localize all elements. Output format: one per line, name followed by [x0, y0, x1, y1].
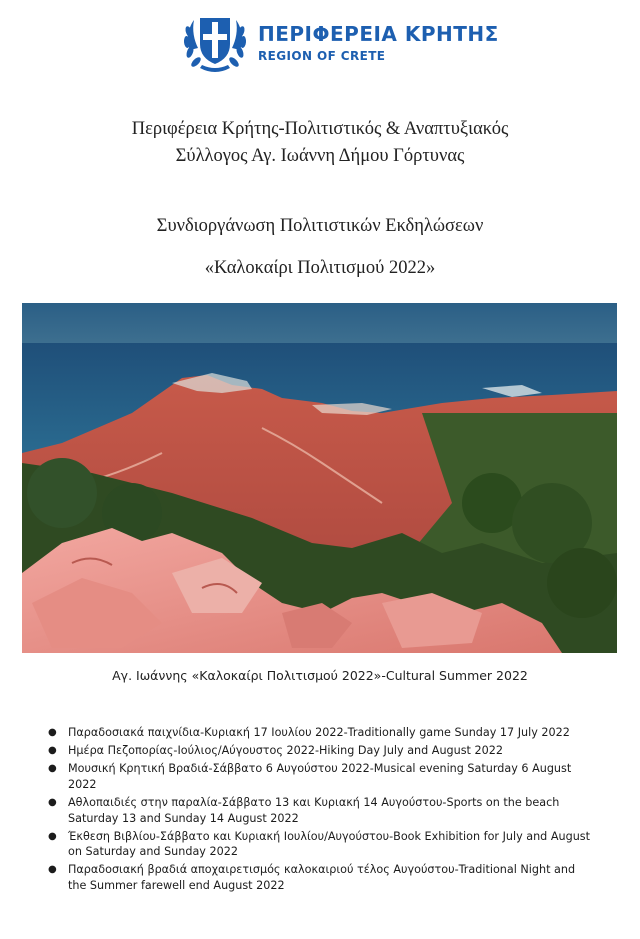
- list-item: [48, 761, 593, 793]
- region-of-crete-logo: [180, 10, 499, 76]
- list-item: [48, 743, 593, 759]
- list-item: [48, 795, 593, 827]
- greek-coat-of-arms-icon: [180, 10, 250, 76]
- bullet-icon: ●: [48, 744, 57, 756]
- organizers-line-1: Περιφέρεια Κρήτης-Πολιτιστικός & Αναπτυξιακός: [131, 119, 509, 139]
- bullet-icon: ●: [48, 762, 57, 774]
- program-list: [48, 725, 593, 896]
- bullet-icon: ●: [48, 830, 57, 842]
- list-item: [48, 829, 593, 861]
- list-item-text: Παραδοσιακή βραδιά αποχαιρετισμός καλοκαιριού τέλος Αυγούστου-Traditional Night and the Summer farewell end August 2022: [68, 863, 576, 893]
- logo-title-english: REGION OF CRETE: [258, 48, 386, 63]
- logo-text: [258, 23, 499, 64]
- list-item-text: Έκθεση Βιβλίου-Σάββατο και Κυριακή Ιουλίου/Αυγούστου-Book Exhibition for July and August on Saturday and Sunday 2022: [68, 829, 590, 859]
- list-item-text: Ημέρα Πεζοπορίας-Ιούλιος/Αύγουστος 2022-Hiking Day July and August 2022: [68, 743, 503, 757]
- list-item-text: Μουσική Κρητική Βραδιά-Σάββατο 6 Αυγούστου 2022-Musical evening Saturday 6 August 2022: [68, 761, 572, 791]
- list-item: [48, 725, 593, 741]
- photo-caption: Αγ. Ιωάννης «Καλοκαίρι Πολιτισμού 2022»-Cultural Summer 2022: [112, 668, 528, 683]
- list-item: [48, 862, 593, 894]
- logo-title-greek: ΠΕΡΙΦΕΡΕΙΑ ΚΡΗΤΗΣ: [258, 21, 499, 46]
- list-item-text: Αθλοπαιδιές στην παραλία-Σάββατο 13 και Κυριακή 14 Αυγούστου-Sports on the beach Saturday 13 and Sunday 14 August 2022: [68, 795, 560, 825]
- list-item-text: Παραδοσιακά παιχνίδια-Κυριακή 17 Ιουλίου 2022-Traditionally game Sunday 17 July 2022: [68, 726, 570, 739]
- bullet-icon: ●: [48, 727, 57, 738]
- bullet-icon: ●: [48, 796, 57, 808]
- event-title: «Καλοκαίρι Πολιτισμού 2022»: [204, 258, 436, 278]
- event-heading: Συνδιοργάνωση Πολιτιστικών Εκδηλώσεων: [156, 216, 484, 236]
- coastal-landscape-photo: [22, 303, 617, 653]
- bullet-icon: ●: [48, 864, 57, 876]
- organizers-line-2: Σύλλογος Αγ. Ιωάννη Δήμου Γόρτυνας: [175, 146, 465, 166]
